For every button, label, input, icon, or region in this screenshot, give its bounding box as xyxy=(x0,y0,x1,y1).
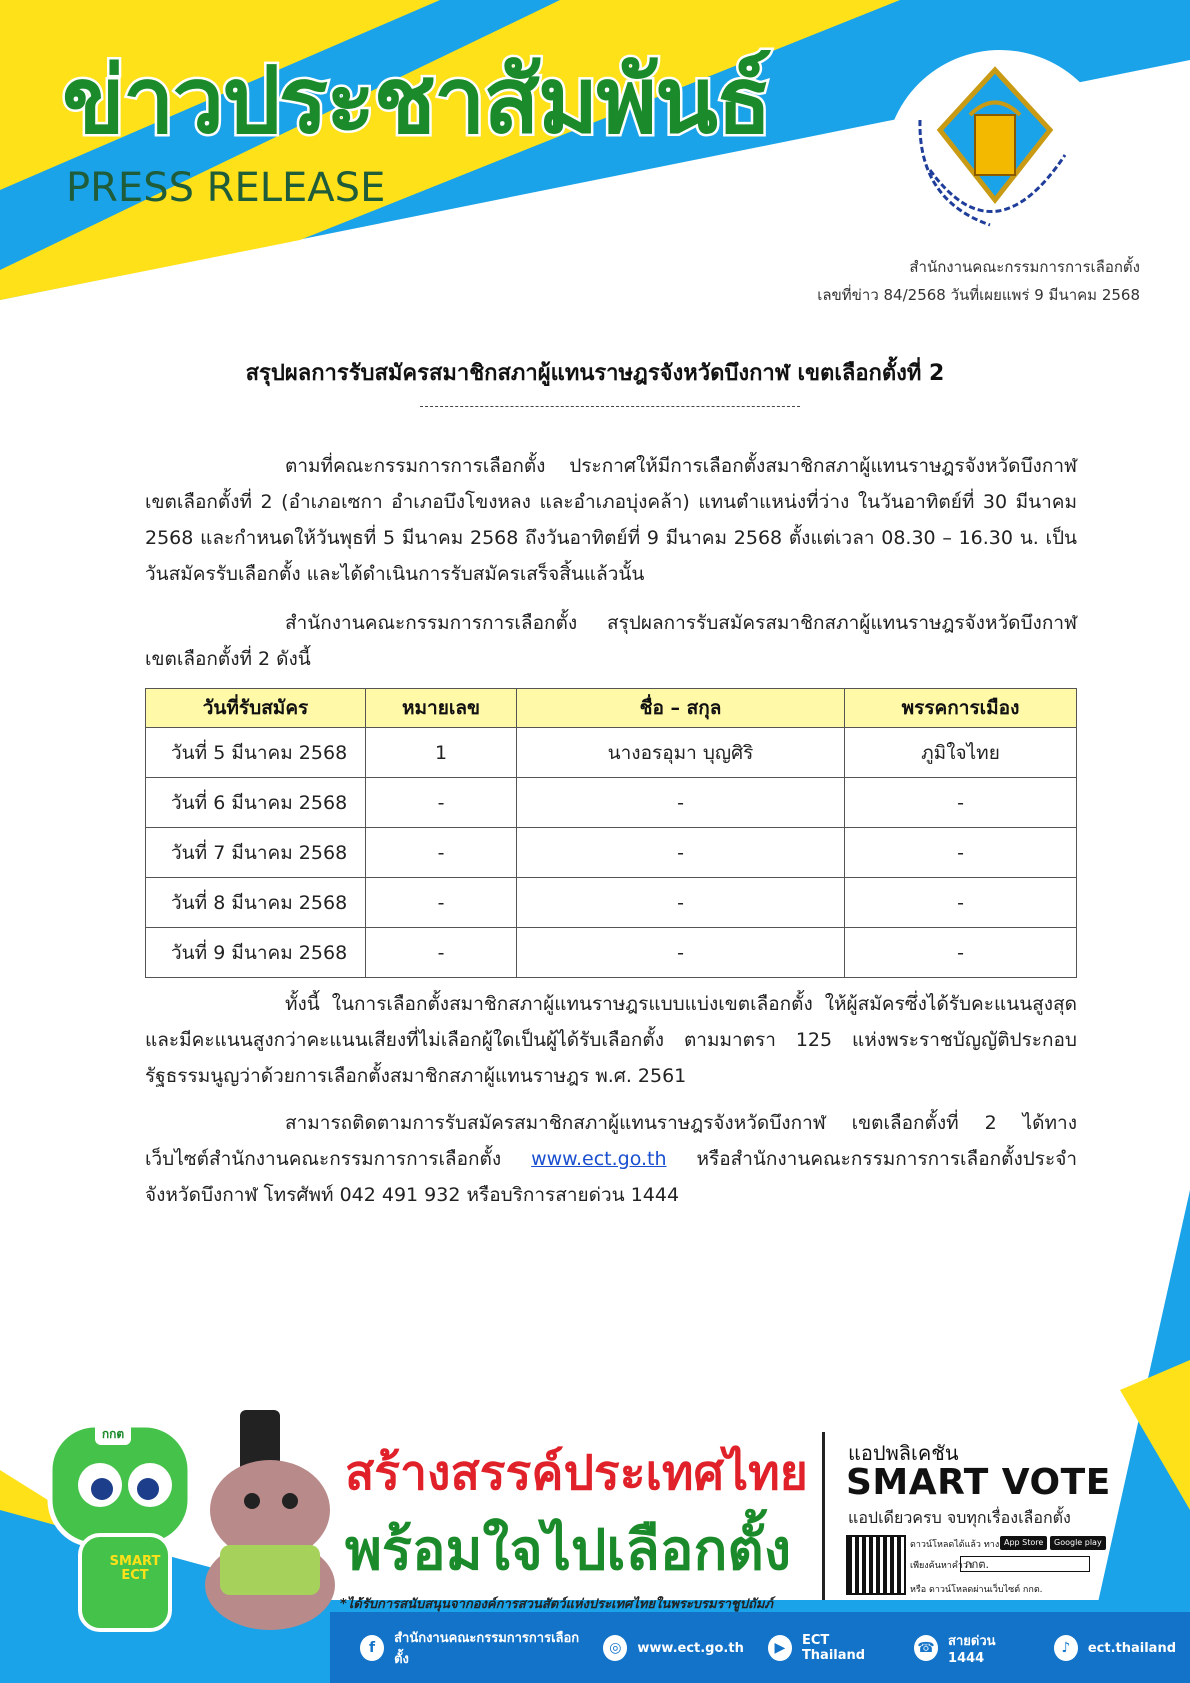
ect-seal-logo xyxy=(900,60,1090,240)
table-row xyxy=(146,728,1077,778)
globe-icon[interactable]: ◎ xyxy=(603,1635,627,1661)
app-name: SMART VOTE xyxy=(846,1462,1111,1503)
youtube-label[interactable]: ECT Thailand xyxy=(801,1633,866,1663)
search-field: กกต. xyxy=(960,1556,1090,1572)
cell-date: วันที่ 8 มีนาคม 2568 xyxy=(146,878,366,928)
cell-number: 1 xyxy=(366,728,517,778)
social-bar xyxy=(360,1630,1190,1666)
heading-divider xyxy=(420,406,800,407)
table-row xyxy=(146,828,1077,878)
issuing-organization: สำนักงานคณะกรรมการการเลือกตั้ง xyxy=(909,258,1140,276)
youtube-icon[interactable]: ▶ xyxy=(768,1635,792,1661)
qr-code-icon[interactable] xyxy=(846,1535,906,1595)
release-number-date: เลขที่ข่าว 84/2568 วันที่เผยแพร่ 9 มีนาคม 2568 xyxy=(817,286,1140,304)
mascot-label: SMART ECT xyxy=(109,1554,161,1583)
cell-party: - xyxy=(845,878,1077,928)
cell-name: - xyxy=(517,928,845,978)
cell-number: - xyxy=(366,928,517,978)
cell-date: วันที่ 9 มีนาคม 2568 xyxy=(146,928,366,978)
table-row xyxy=(146,778,1077,828)
search-label: เพียงค้นหาคำว่า xyxy=(910,1561,974,1571)
press-release-title-english: PRESS RELEASE xyxy=(66,165,386,211)
tiktok-icon[interactable]: ♪ xyxy=(1054,1635,1078,1661)
cell-name: - xyxy=(517,878,845,928)
sponsor-note: *ได้รับการสนับสนุนจากองค์การสวนสัตว์แห่งประเทศไทยในพระบรมราชูปถัมภ์ xyxy=(340,1597,773,1612)
slogan-line-1: สร้างสรรค์ประเทศไทย xyxy=(345,1445,808,1501)
table-row xyxy=(146,878,1077,928)
cell-number: - xyxy=(366,878,517,928)
facebook-icon[interactable]: f xyxy=(360,1635,384,1661)
ect-website-link[interactable]: www.ect.go.th xyxy=(531,1148,667,1170)
footer-divider xyxy=(822,1432,825,1600)
download-text: ดาวน์โหลดได้แล้ว ทาง xyxy=(910,1540,1000,1550)
cell-date: วันที่ 6 มีนาคม 2568 xyxy=(146,778,366,828)
table-header-row xyxy=(146,689,1077,728)
cell-number: - xyxy=(366,828,517,878)
app-tagline: แอปเดียวครบ จบทุกเรื่องเลือกตั้ง xyxy=(848,1508,1071,1527)
paragraph-announcement: ตามที่คณะกรรมการการเลือกตั้ง ประกาศให้มีการเลือกตั้งสมาชิกสภาผู้แทนราษฎรจังหวัดบึงกาฬ เขตเลือกตั้งที่ 2 (อำเภอเซกา อำเภอบึงโขงหลง และอำเภอบุ่งคล้า) แทนตำแหน่งที่ว่าง ในวันอาทิตย์ที่ 30 มีนาคม 2568 และกำหนดให้วันพุธที่ 5 มีนาคม 2568 ถึงวันอาทิตย์ที่ 9 มีนาคม 2568 ตั้งแต่เวลา 08.30 – 16.30 น. เป็นวันสมัครรับเลือกตั้ง และได้ดำเนินการรับสมัครเสร็จสิ้นแล้วนั้น xyxy=(145,455,1077,585)
cell-name: - xyxy=(517,828,845,878)
column-header-party: พรรคการเมือง xyxy=(845,689,1077,728)
tiktok-label[interactable]: ect.thailand xyxy=(1087,1640,1177,1656)
mascot-badge: กกต xyxy=(95,1423,131,1445)
website-label[interactable]: www.ect.go.th xyxy=(637,1640,744,1656)
column-header-number: หมายเลข xyxy=(366,689,517,728)
app-label: แอปพลิเคชัน xyxy=(848,1441,959,1465)
app-store-badge[interactable]: App Store xyxy=(1000,1536,1047,1550)
hotline-label[interactable]: สายด่วน 1444 xyxy=(948,1634,996,1666)
document-heading: สรุปผลการรับสมัครสมาชิกสภาผู้แทนราษฎรจังหวัดบึงกาฬ เขตเลือกตั้งที่ 2 xyxy=(245,361,945,386)
phone-icon[interactable]: ☎ xyxy=(914,1635,938,1661)
cell-number: - xyxy=(366,778,517,828)
press-release-title-thai: ข่าวประชาสัมพันธ์ xyxy=(62,47,771,154)
cell-date: วันที่ 5 มีนาคม 2568 xyxy=(146,728,366,778)
cell-name: นางอรอุมา บุญศิริ xyxy=(517,728,845,778)
google-play-badge[interactable]: Google play xyxy=(1050,1536,1106,1550)
cell-party: - xyxy=(845,828,1077,878)
column-header-name: ชื่อ – สกุล xyxy=(517,689,845,728)
registration-table xyxy=(145,688,1077,978)
paragraph-contact-info: สามารถติดตามการรับสมัครสมาชิกสภาผู้แทนราษฎรจังหวัดบึงกาฬ เขตเลือกตั้งที่ 2 ได้ทางเว็บไซต์สำนักงานคณะกรรมการการเลือกตั้ง www.ect.go.th หรือสำนักงานคณะกรรมการการเลือกตั้งประจำจังหวัดบึงกาฬ โทรศัพท์ 042 491 932 หรือบริการสายด่วน 1444 xyxy=(145,1112,1077,1206)
cell-party: - xyxy=(845,928,1077,978)
cell-party: ภูมิใจไทย xyxy=(845,728,1077,778)
paragraph-election-rule: ทั้งนี้ ในการเลือกตั้งสมาชิกสภาผู้แทนราษฎรแบบแบ่งเขตเลือกตั้ง ให้ผู้สมัครซึ่งได้รับคะแนนสูงสุดและมีคะแนนสูงกว่าคะแนนเสียงที่ไม่เลือกผู้ใดเป็นผู้ได้รับเลือกตั้ง ตามมาตรา 125 แห่งพระราชบัญญัติประกอบรัฐธรรมนูญว่าด้วยการเลือกตั้งสมาชิกสภาผู้แทนราษฎร พ.ศ. 2561 xyxy=(145,993,1077,1087)
table-row xyxy=(146,928,1077,978)
paragraph-summary-intro: สำนักงานคณะกรรมการการเลือกตั้ง สรุปผลการรับสมัครสมาชิกสภาผู้แทนราษฎรจังหวัดบึงกาฬ เขตเลือกตั้งที่ 2 ดังนี้ xyxy=(145,612,1077,670)
column-header-date: วันที่รับสมัคร xyxy=(146,689,366,728)
facebook-label[interactable]: สำนักงานคณะกรรมการการเลือกตั้ง xyxy=(394,1631,580,1667)
cell-party: - xyxy=(845,778,1077,828)
cell-name: - xyxy=(517,778,845,828)
mascot-illustration xyxy=(40,1405,340,1635)
slogan-line-2: พร้อมใจไปเลือกตั้ง xyxy=(345,1518,792,1583)
cell-date: วันที่ 7 มีนาคม 2568 xyxy=(146,828,366,878)
web-download-text: หรือ ดาวน์โหลดผ่านเว็บไซต์ กกต. xyxy=(910,1585,1043,1595)
